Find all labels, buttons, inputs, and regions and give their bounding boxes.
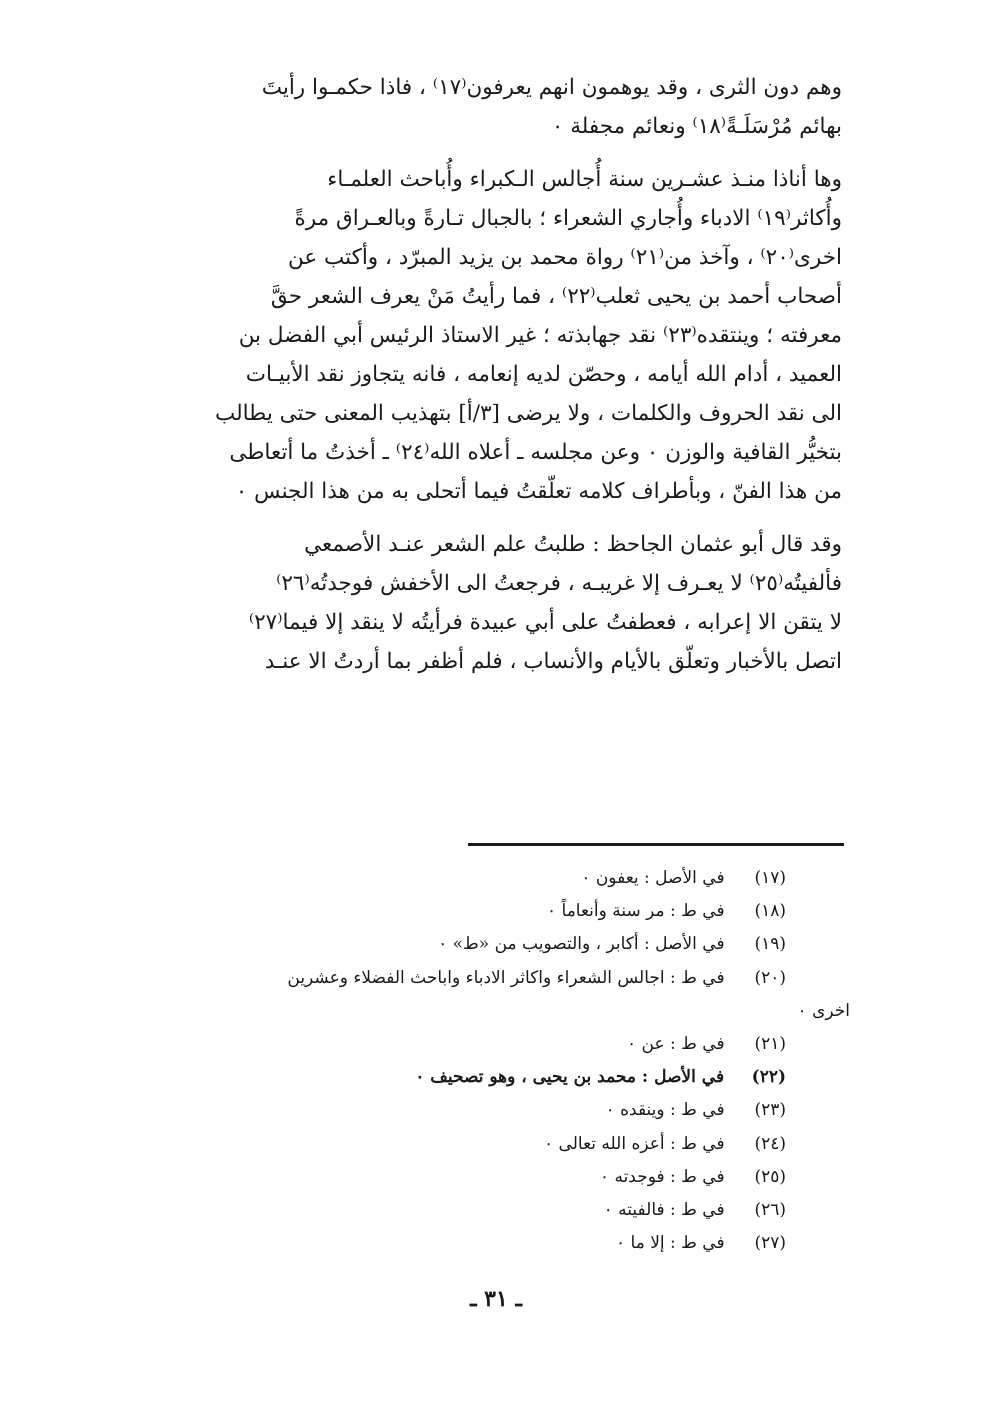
text-line: معرفته ؛ وينتقده⁽٢٣⁾ نقد جهابذته ؛ غير الاستاذ الرئيس أبي الفضل بن [238,323,842,348]
text-line: من هذا الفنّ ، وبأطراف كلامه تعلّقتُ فيما أتحلى به من هذا الجنس ٠ [235,479,842,504]
text-line: أصحاب أحمد بن يحيى ثعلب⁽٢٢⁾ ، فما رأيتُ مَنْ يعرف الشعر حقَّ [270,284,842,309]
footnote-text: في الأصل : أكابر ، والتصويب من «ط» ٠ [438,934,725,955]
footnote-divider [468,843,844,846]
text-line: بتخيُّر القافية والوزن ٠ وعن مجلسه ـ أعلاه الله⁽٢٤⁾ ـ أخذتُ ما أتعاطى [229,440,842,465]
footnote-text: في ط : أعزه الله تعالى ٠ [544,1133,725,1154]
footnote-text: في ط : إلا ما ٠ [615,1233,725,1254]
text-line: بهائم مُرْسَلَـةً⁽١٨⁾ ونعائم مجفلة ٠ [551,114,842,139]
footnote-20 [146,962,786,995]
page-number: ـ ٣١ ـ [470,1286,522,1312]
footnote-21 [146,1028,786,1061]
footnote-22 [146,1061,786,1094]
footnote-text: في الأصل : محمد بن يحيى ، وهو تصحيف ٠ [415,1067,725,1088]
footnote-text: في ط : اجالس الشعراء واكاثر الادباء واباحث الفضلاء وعشرين [287,967,725,988]
footnote-number: (٢٤) [754,1133,786,1154]
text-line: وها أناذا منـذ عشـرين سنة أُجالس الـكبراء وأُباحث العلمـاء [327,167,842,192]
text-line: لا يتقن الا إعرابه ، فعطفتُ على أبي عبيدة فرأيتُه لا ينقد إلا فيما⁽٢٧⁾ [248,610,842,635]
footnote-number: (٢٥) [754,1166,786,1187]
footnote-19 [146,928,786,961]
footnote-number: (٢٠) [754,967,786,988]
footnote-continuation-text: اخرى ٠ [797,1000,850,1021]
footnote-number: (٢٦) [754,1200,786,1221]
paragraph-1 [150,68,842,146]
footnote-number: (١٧) [754,868,786,888]
footnote-18 [146,895,786,928]
text-line: وهم دون الثرى ، وقد يوهمون انهم يعرفون⁽١٧⁾ ، فاذا حكمـوا رأيتَ [261,75,842,100]
footnote-text: في ط : مر سنة وأنعاماً ٠ [546,901,725,922]
paragraph-3 [150,525,842,681]
footnote-text: في ط : عن ٠ [627,1034,725,1055]
footnotes [146,862,850,1260]
footnote-text: في ط : فوجدته ٠ [599,1166,725,1187]
footnote-17 [146,862,786,895]
footnote-text: في الأصل : يعفون ٠ [581,868,725,888]
footnote-20-continuation [146,995,850,1028]
footnote-27 [146,1227,786,1260]
text-line: العميد ، أدام الله أيامه ، وحصّن لديه إنعامه ، فانه يتجاوز نقد الأبيـات [245,362,842,387]
footnote-number: (٢٢) [751,1067,786,1088]
footnote-23 [146,1094,786,1127]
footnote-number: (١٨) [754,901,786,922]
footnote-number: (٢٧) [754,1233,786,1254]
text-line: اتصل بالأخبار وتعلّق بالأيام والأنساب ، فلم أظفر بما أردتُ الا عنـد [264,649,842,674]
paragraph-2 [150,160,842,511]
footnote-number: (٢١) [754,1034,786,1055]
footnote-text: في ط : وينقده ٠ [605,1100,725,1121]
footnote-25 [146,1161,786,1194]
footnote-text: في ط : فالفيته ٠ [603,1200,725,1221]
text-line: الى نقد الحروف والكلمات ، ولا يرضى [٣/أ] بتهذيب المعنى حتى يطالب [214,401,842,426]
text-line: فألفيتُه⁽٢٥⁾ لا يعـرف إلا غريبـه ، فرجعتُ الى الأخفش فوجدتُه⁽٢٦⁾ [276,571,842,596]
footnote-26 [146,1194,786,1227]
main-text [150,68,842,681]
text-line: وأُكاثر⁽١٩⁾ الادباء وأُجاري الشعراء ؛ بالجبال تـارةً وبالعـراق مرةً [294,206,842,231]
text-line: اخرى⁽٢٠⁾ ، وآخذ من⁽٢١⁾ رواة محمد بن يزيد المبرّد ، وأكتب عن [287,245,842,270]
footnote-number: (١٩) [754,934,786,955]
text-line: وقد قال أبو عثمان الجاحظ : طلبتُ علم الشعر عنـد الأصمعي [304,532,842,557]
footnote-number: (٢٣) [754,1100,786,1121]
footnote-24 [146,1128,786,1161]
